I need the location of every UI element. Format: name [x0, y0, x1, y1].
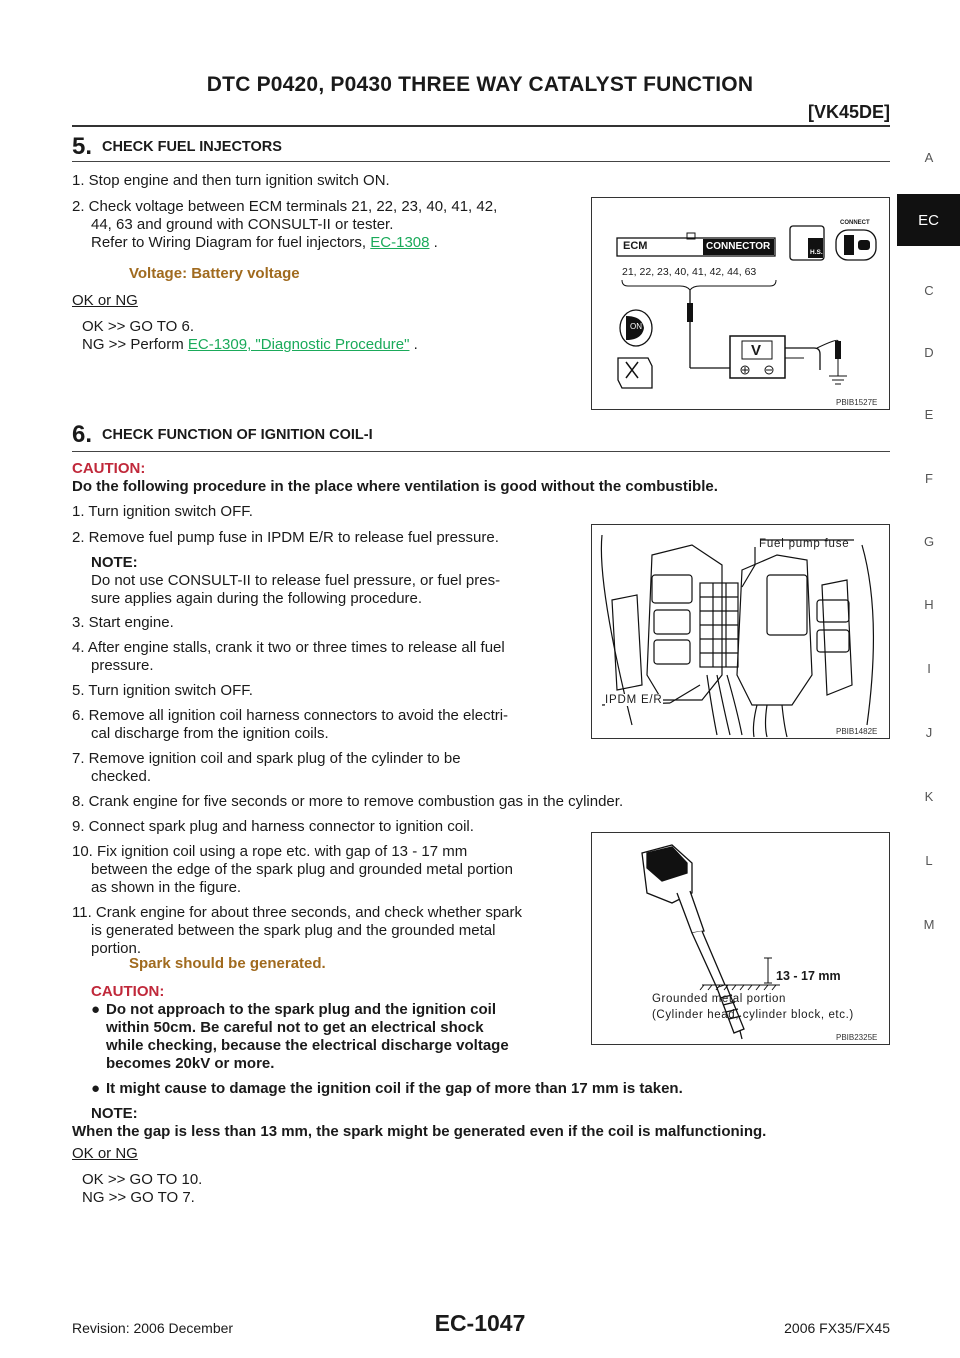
- side-index-d[interactable]: D: [924, 345, 934, 360]
- step-6-item-8: 8. Crank engine for five seconds or more to remove combustion gas in the cylinder.: [72, 793, 624, 810]
- step-5-item-2b: 44, 63 and ground with CONSULT-II or tester.: [91, 216, 394, 233]
- step-5-item-1: 1. Stop engine and then turn ignition switch ON.: [72, 172, 390, 189]
- figure-ignition-coil-gap: [591, 832, 890, 1045]
- fig1-connect-label: CONNECT: [840, 220, 870, 226]
- figure-ipdm-fuel-pump-fuse: [591, 524, 890, 739]
- step-6-item-5: 5. Turn ignition switch OFF.: [72, 682, 253, 699]
- side-index-i[interactable]: I: [927, 661, 931, 676]
- engine-code: [VK45DE]: [807, 102, 890, 122]
- side-index-ec[interactable]: EC: [897, 194, 960, 246]
- step-6-item-4b: pressure.: [91, 657, 154, 674]
- side-index-j[interactable]: J: [925, 725, 933, 740]
- fig3-ground-label-1: Grounded metal portion: [652, 993, 787, 1005]
- step-5-divider: [72, 161, 890, 162]
- step-5-item-2c: [91, 234, 438, 251]
- fig1-voltmeter-label: V: [751, 342, 762, 359]
- step-5-title: CHECK FUEL INJECTORS: [102, 139, 282, 155]
- fig2-fuel-pump-fuse-label: Fuel pump fuse: [759, 538, 850, 550]
- step-5-refer-tail: .: [433, 234, 438, 251]
- side-index-h[interactable]: H: [924, 597, 934, 612]
- step-6-item-6a: 6. Remove all ignition coil harness connectors to avoid the electri-: [72, 707, 509, 724]
- link-ec-1308[interactable]: EC-1308: [370, 234, 430, 251]
- fig2-id: PBIB1482E: [836, 727, 878, 736]
- step-6-ng: NG >> GO TO 7.: [82, 1189, 195, 1206]
- caution-text: Do the following procedure in the place where ventilation is good without the combustible.: [72, 478, 718, 495]
- step-6-ok: OK >> GO TO 10.: [82, 1171, 203, 1188]
- caution-2-bullet-1c: while checking, because the electrical discharge voltage: [106, 1037, 509, 1054]
- caution-heading: CAUTION:: [72, 460, 146, 477]
- step-6-spec: Spark should be generated.: [129, 955, 326, 972]
- fig1-hs-label: H.S.: [810, 249, 823, 256]
- step-6-title: CHECK FUNCTION OF IGNITION COIL-I: [102, 427, 373, 443]
- bullet-icon: ●: [91, 1001, 101, 1018]
- caution-2-bullet-2: It might cause to damage the ignition coil if the gap of more than 17 mm is taken.: [106, 1080, 683, 1097]
- note-2-text: When the gap is less than 13 mm, the spark might be generated even if the coil is malfunctioning.: [72, 1123, 767, 1140]
- side-index-m[interactable]: M: [923, 917, 935, 932]
- step-6-item-1: 1. Turn ignition switch OFF.: [72, 503, 253, 520]
- fig3-ground-label-2: (Cylinder head, cylinder block, etc.): [652, 1009, 854, 1021]
- caution-2-bullet-1a: Do not approach to the spark plug and the ignition coil: [106, 1001, 496, 1018]
- link-ec-1309[interactable]: EC-1309, "Diagnostic Procedure": [187, 336, 410, 353]
- fig3-gap-label: 13 - 17 mm: [776, 969, 841, 983]
- step-6-divider: [72, 451, 890, 452]
- step-6-item-3: 3. Start engine.: [72, 614, 174, 631]
- step-6-item-11b: is generated between the spark plug and the grounded metal: [91, 922, 496, 939]
- side-index-c[interactable]: C: [924, 283, 934, 298]
- figure-ecm-voltage-check: [591, 197, 890, 410]
- footer-revision: Revision: 2006 December: [72, 1320, 234, 1336]
- side-index-f[interactable]: F: [925, 471, 933, 486]
- step-6-item-7b: checked.: [91, 768, 152, 785]
- fig3-id: PBIB2325E: [836, 1033, 878, 1042]
- step-5-ng: [82, 336, 418, 353]
- footer-page-number: EC-1047: [434, 1310, 526, 1336]
- side-index-a[interactable]: A: [924, 150, 934, 165]
- bullet-icon: ●: [91, 1080, 101, 1097]
- step-6-item-9: 9. Connect spark plug and harness connector to ignition coil.: [72, 818, 474, 835]
- step-6-item-10b: between the edge of the spark plug and grounded metal portion: [91, 861, 513, 878]
- step-6-item-11c: portion.: [91, 940, 142, 957]
- step-5-ok-or-ng: OK or NG: [72, 292, 138, 309]
- fig1-id: PBIB1527E: [836, 398, 878, 407]
- side-index-l[interactable]: L: [925, 853, 933, 868]
- step-6-item-6b: cal discharge from the ignition coils.: [91, 725, 329, 742]
- header-divider: [72, 125, 890, 127]
- side-index-k[interactable]: K: [924, 789, 934, 804]
- step-6-item-7a: 7. Remove ignition coil and spark plug of the cylinder to be: [72, 750, 461, 767]
- step-5-spec: Voltage: Battery voltage: [129, 265, 300, 282]
- step-5-refer-text: Refer to Wiring Diagram for fuel injectors,: [91, 234, 367, 251]
- note-line-1: Do not use CONSULT-II to release fuel pressure, or fuel pres-: [91, 572, 501, 589]
- caution-2-heading: CAUTION:: [91, 983, 165, 1000]
- fig1-terminals-label: 21, 22, 23, 40, 41, 42, 44, 63: [622, 266, 757, 278]
- ecm-connector-diagram: [592, 198, 889, 409]
- step-6-item-4a: 4. After engine stalls, crank it two or three times to release all fuel: [72, 639, 505, 656]
- step-6-item-10a: 10. Fix ignition coil using a rope etc. with gap of 13 - 17 mm: [72, 843, 468, 860]
- fig2-ipdm-label: IPDM E/R: [605, 694, 663, 706]
- ipdm-fuse-diagram: [592, 525, 889, 738]
- fig1-connector-label: CONNECTOR: [706, 241, 771, 252]
- step-6-item-10c: as shown in the figure.: [91, 879, 242, 896]
- caution-2-bullet-1b: within 50cm. Be careful not to get an electrical shock: [106, 1019, 484, 1036]
- step-5-number: 5.: [72, 133, 93, 160]
- step-5-ok: OK >> GO TO 6.: [82, 318, 194, 335]
- footer-model: 2006 FX35/FX45: [784, 1320, 890, 1336]
- caution-2-bullet-1d: becomes 20kV or more.: [106, 1055, 275, 1072]
- side-index-g[interactable]: G: [923, 534, 935, 549]
- step-6-ok-or-ng: OK or NG: [72, 1145, 138, 1162]
- step-5-item-2a: 2. Check voltage between ECM terminals 21, 22, 23, 40, 41, 42,: [72, 198, 498, 215]
- note-heading: NOTE:: [91, 554, 138, 571]
- step-6-item-2: 2. Remove fuel pump fuse in IPDM E/R to release fuel pressure.: [72, 529, 499, 546]
- step-5-ng-tail: .: [413, 336, 418, 353]
- step-6-number: 6.: [72, 421, 93, 448]
- side-index-e[interactable]: E: [924, 407, 934, 422]
- step-5-ng-text: NG >> Perform: [82, 336, 184, 353]
- fig1-ecm-label: ECM: [623, 240, 648, 252]
- page-title: DTC P0420, P0430 THREE WAY CATALYST FUNCTION: [206, 73, 754, 96]
- step-6-item-11a: 11. Crank engine for about three seconds, and check whether spark: [72, 904, 522, 921]
- note-2-heading: NOTE:: [91, 1105, 138, 1122]
- fig1-on-label: ON: [630, 322, 642, 331]
- note-line-2: sure applies again during the following procedure.: [91, 590, 423, 607]
